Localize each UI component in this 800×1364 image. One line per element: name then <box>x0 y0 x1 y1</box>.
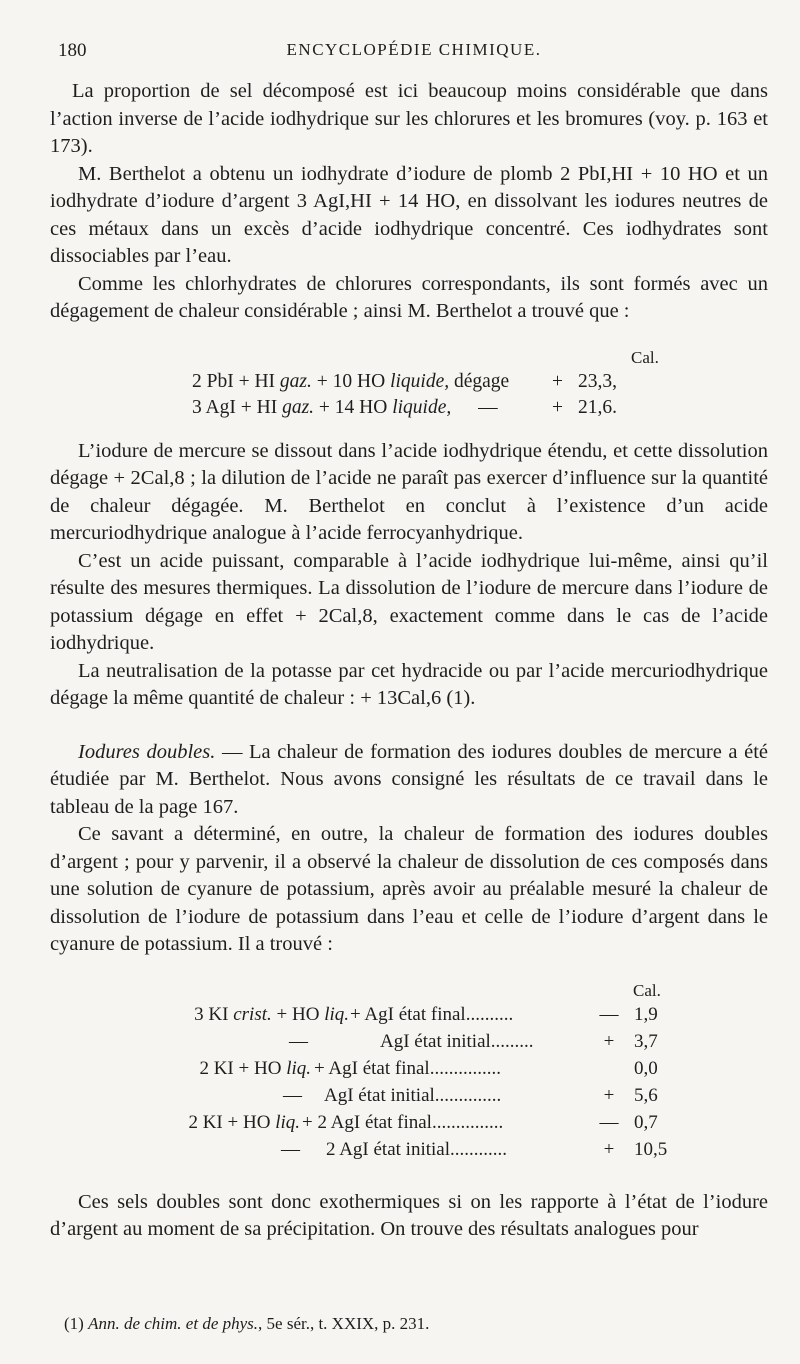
row-description: + 2 AgI état final............... <box>302 1111 504 1133</box>
row-sign: + <box>603 1138 615 1160</box>
row-left: 3 KI crist. + HO liq. <box>194 1003 349 1025</box>
equation-state: gaz. <box>279 370 312 392</box>
row-left: — <box>289 1030 308 1052</box>
body-text <box>50 78 768 1244</box>
footnote-source: Ann. de chim. et de phys. <box>88 1314 259 1333</box>
row-left: 2 KI + HO liq. <box>199 1057 311 1079</box>
paragraph: L’iodure de mercure se dissout dans l’acide iodhydrique étendu, et cette dissolution dégage + 2Cal,8 ; la dilution de l’acide ne paraît pas exercer d’influence sur la quantité de chaleur dégagée. M. Berthelot en conclut à l’existence d’un acide mercuriodhydrique analogue à l’acide ferrocyanhydrique. <box>50 439 768 544</box>
row-value: 3,7 <box>634 1030 658 1052</box>
row-sign: + <box>603 1030 615 1052</box>
paragraph: La proportion de sel décomposé est ici beaucoup moins considérable que dans l’action inverse de l’acide iodhydrique sur les chlorures et les bromures (voy. p. 163 et 173). <box>50 80 768 157</box>
row-sign: — <box>599 1003 619 1025</box>
paragraph: M. Berthelot a obtenu un iodhydrate d’iodure de plomb 2 PbI,HI + 10 HO et un iodhydrate d’iodure d’argent 3 AgI,HI + 14 HO, en dissolvant les iodures neutres de ces métaux dans un excès d’acide iodhydrique concentré. Ces iodhydrates sont dissociables par l’eau. <box>50 162 768 267</box>
equation-state: liquide, <box>390 370 450 392</box>
paragraph: La neutralisation de la potasse par cet hydracide ou par l’acide mercuriodhydrique dégage la même quantité de chaleur : + 13Cal,6 (1). <box>50 659 768 709</box>
equation-lhs: 2 PbI + HI <box>192 370 276 392</box>
section-paragraph <box>50 739 768 822</box>
table-row <box>50 1055 768 1080</box>
thermochemical-equations <box>50 344 768 426</box>
row-left: — <box>283 1084 302 1106</box>
equation-sign: + <box>552 396 563 418</box>
paragraph: Ce savant a déterminé, en outre, la chaleur de formation des iodures doubles d’argent ; pour y parvenir, il a observé la chaleur de dissolution de ces composés dans une solution de cyanure de potassium, après avoir au préalable mesuré la chaleur de dissolution de l’iodure de potassium dans l’eau et celle de l’iodure d’argent dans le cyanure de potassium. Il a trouvé : <box>50 823 768 955</box>
equation-verb: dégage <box>453 370 510 392</box>
equation-state: liquide, <box>392 396 452 418</box>
paragraph: Ces sels doubles sont donc exothermiques si on les rapporte à l’état de l’iodure d’argent au moment de sa précipitation. On trouve des résultats analogues pour <box>50 1190 768 1240</box>
row-sign: — <box>599 1111 619 1133</box>
footnote-marker: (1) <box>64 1314 84 1333</box>
equation-value: 21,6. <box>578 396 617 418</box>
equation-lhs: 3 AgI + HI <box>192 396 278 418</box>
row-value: 0,7 <box>634 1111 658 1133</box>
table-row <box>50 1082 768 1107</box>
page-number: 180 <box>58 40 87 61</box>
paragraph: C’est un acide puissant, comparable à l’acide iodhydrique lui-même, ainsi qu’il résulte des mesures thermiques. La dissolution de l’iodure de mercure dans l’iodure de potassium dégage en effet + 2Cal,8, exactement comme dans le cas de l’acide iodhydrique. <box>50 549 768 654</box>
table-row <box>50 1109 768 1134</box>
equation-row <box>192 394 498 422</box>
section-title: Iodures doubles. <box>78 740 216 763</box>
row-value: 5,6 <box>634 1084 658 1106</box>
table-row <box>50 1136 768 1161</box>
equation-verb: — <box>478 396 498 418</box>
equation-term: + 10 HO <box>316 370 386 392</box>
row-left: — <box>281 1138 300 1160</box>
paragraph: Comme les chlorhydrates de chlorures correspondants, ils sont formés avec un dégagement de chaleur considérable ; ainsi M. Berthelot a trouvé que : <box>50 272 768 322</box>
results-table <box>50 977 768 1163</box>
row-description: AgI état initial.............. <box>324 1084 502 1106</box>
running-title: ENCYCLOPÉDIE CHIMIQUE. <box>286 40 542 59</box>
footnote-rest: , 5e sér., t. XXIX, p. 231. <box>258 1314 430 1333</box>
row-description: + AgI état final.......... <box>350 1003 514 1025</box>
row-sign: + <box>603 1084 615 1106</box>
row-value: 1,9 <box>634 1003 658 1025</box>
row-value: 0,0 <box>634 1057 658 1079</box>
running-header <box>58 40 770 66</box>
footnote <box>64 1314 429 1334</box>
row-left: 2 KI + HO liq. <box>188 1111 300 1133</box>
row-description: + AgI état final............... <box>314 1057 501 1079</box>
unit-label: Cal. <box>631 347 659 367</box>
equation-value: 23,3, <box>578 370 617 392</box>
row-description: 2 AgI état initial............ <box>326 1138 508 1160</box>
equation-term: + 14 HO <box>318 396 388 418</box>
section-intro: — La chaleur de formation des iodures doubles de mercure a été étudiée par M. Berthelot. Nous avons consigné les résultats de ce travail dans le tableau de la page 167. <box>50 740 768 818</box>
table-row <box>50 1001 768 1026</box>
equation-sign: + <box>552 370 563 392</box>
unit-label: Cal. <box>633 980 661 1000</box>
row-description: AgI état initial......... <box>380 1030 534 1052</box>
equation-state: gaz. <box>282 396 315 418</box>
row-value: 10,5 <box>634 1138 668 1160</box>
equation-row <box>192 368 509 396</box>
table-row <box>50 1028 768 1053</box>
